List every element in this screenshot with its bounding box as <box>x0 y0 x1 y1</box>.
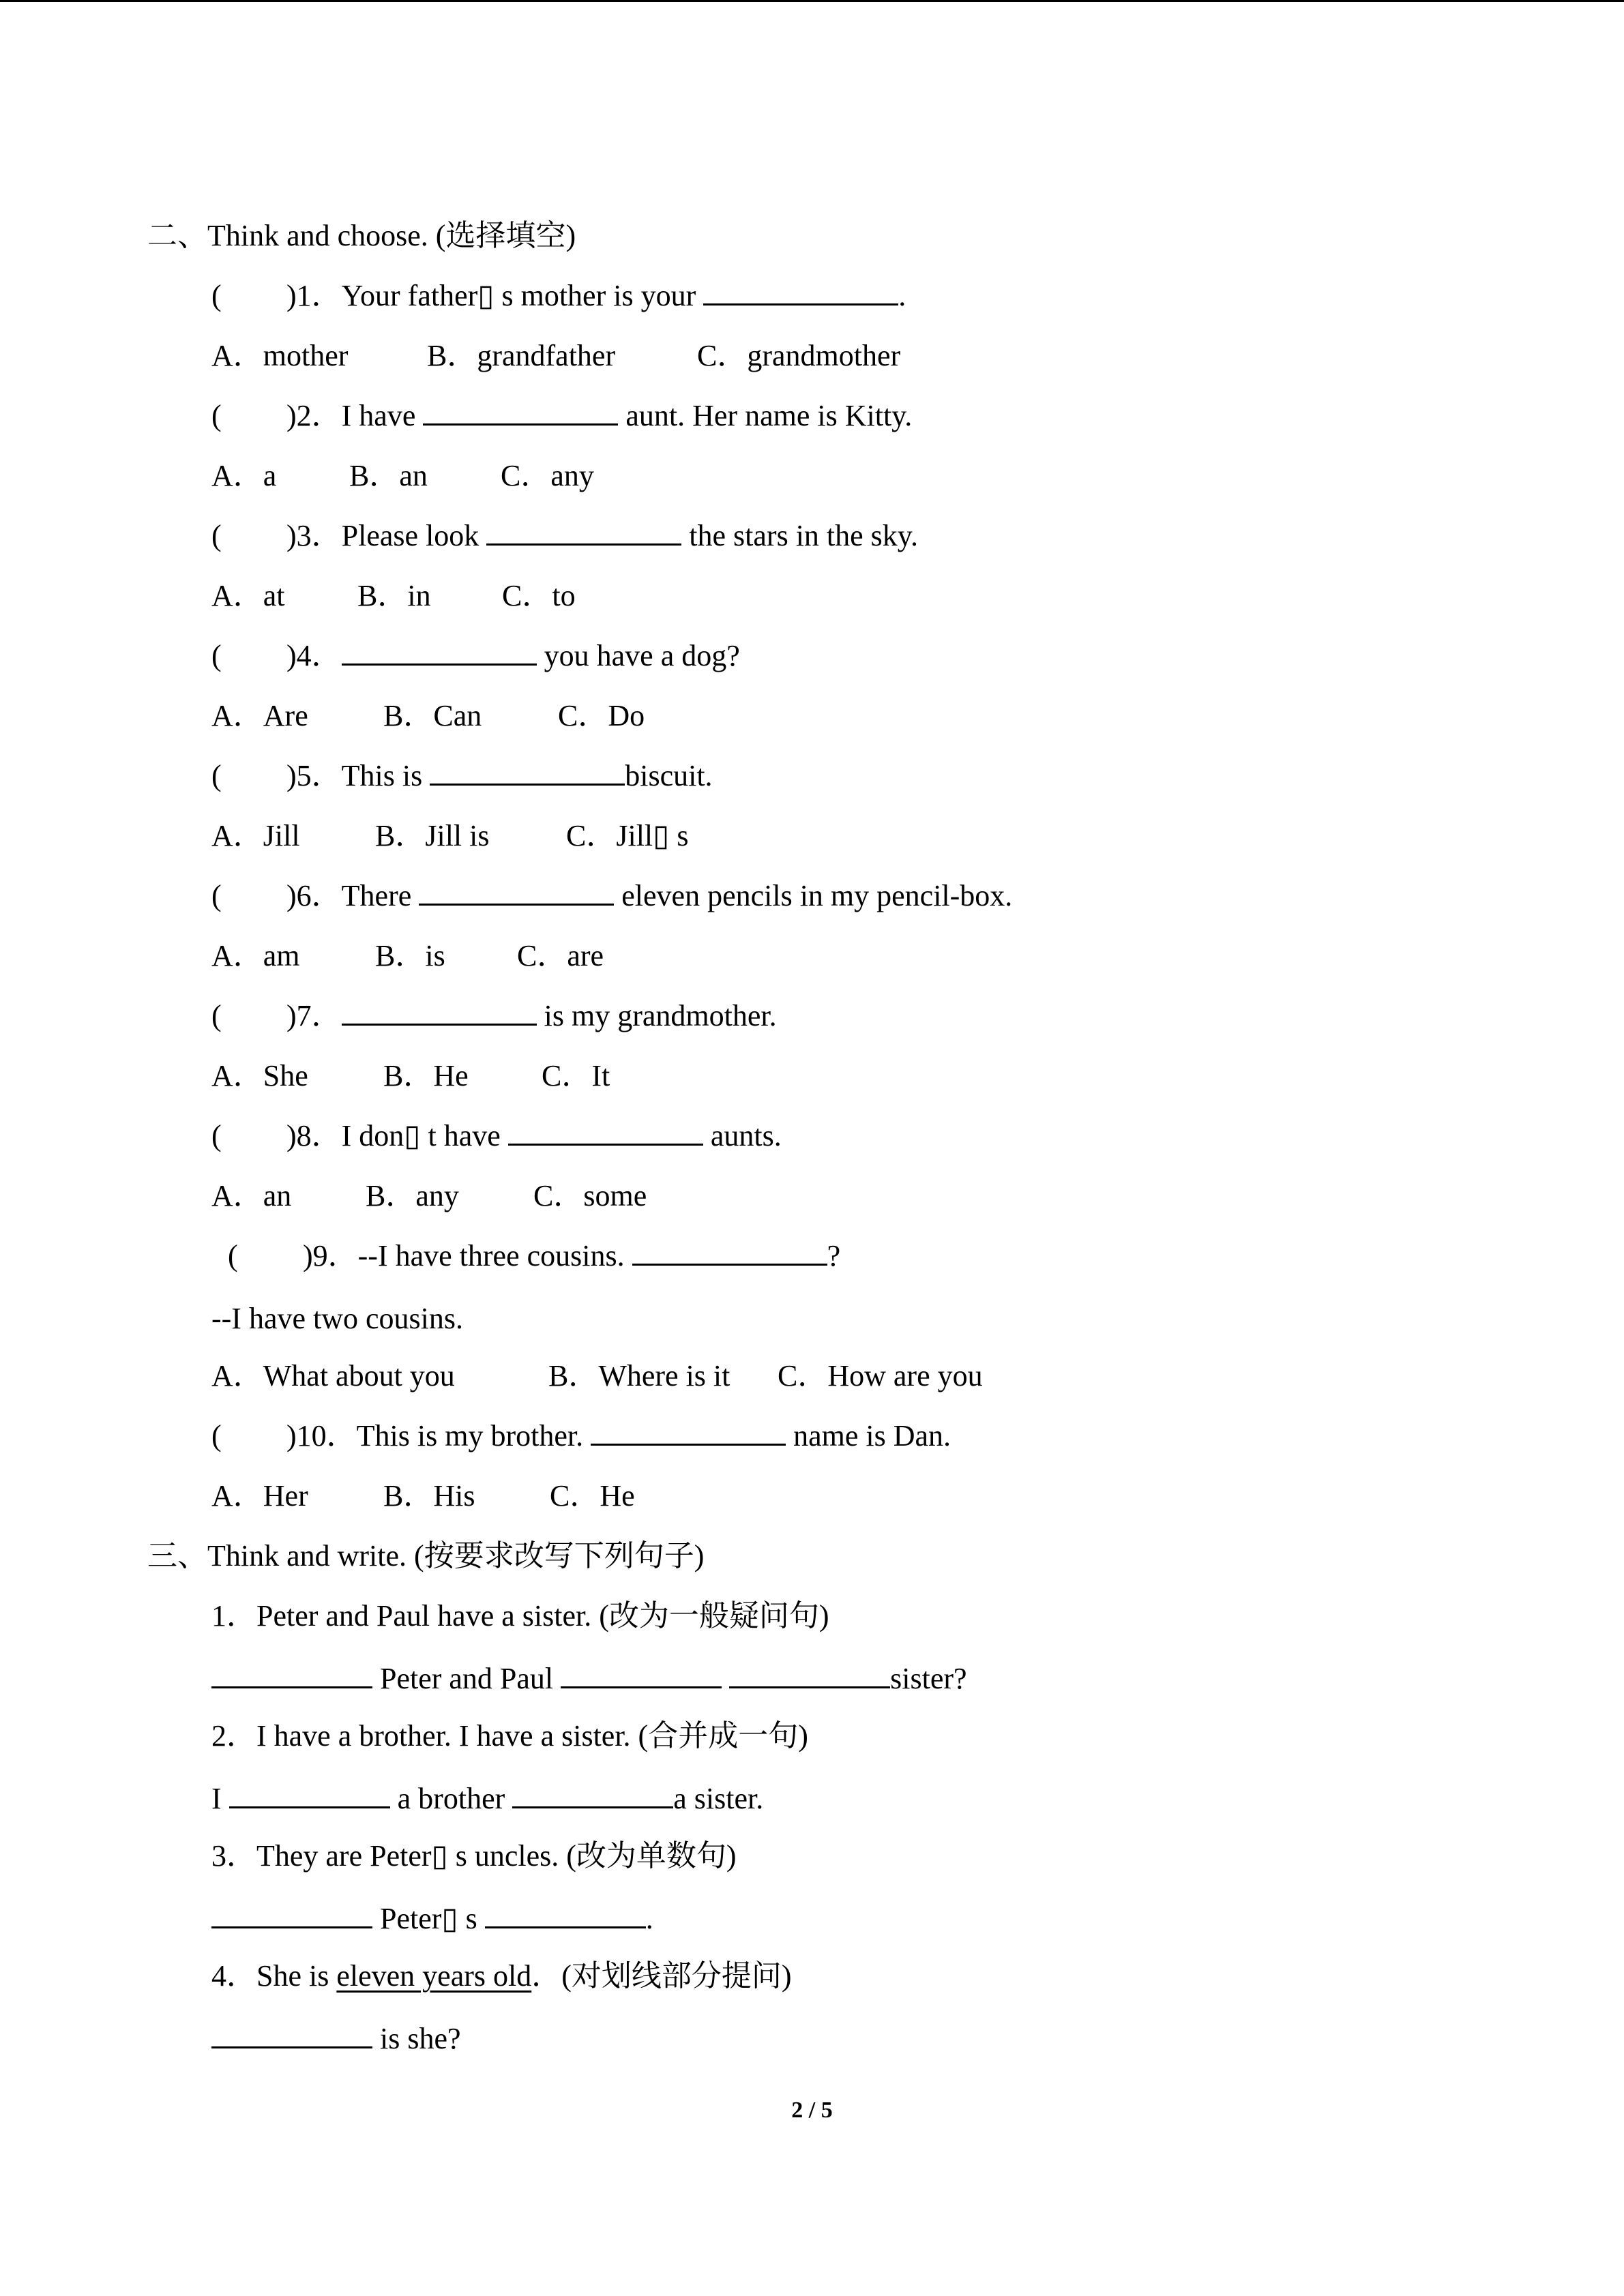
option-a[interactable]: A．at <box>211 579 285 612</box>
option-c[interactable]: C．How are you <box>778 1359 983 1392</box>
answer-blank[interactable] <box>512 1780 673 1808</box>
answer-blank[interactable] <box>229 1780 390 1808</box>
option-c[interactable]: C．Do <box>558 699 645 732</box>
rewrite-4-prompt: 4．She is eleven years old．(对划线部分提问) <box>211 1959 792 1993</box>
answer-blank[interactable] <box>211 2021 372 2048</box>
answer-parenthesis[interactable]: ( <box>211 879 222 912</box>
top-border <box>0 0 1624 2</box>
rewrite-3-answer: Peter▯ s . <box>211 1898 653 1939</box>
options-8 <box>211 1176 647 1217</box>
section-3-title: 三、Think and write. (按要求改写下列句子) <box>147 1539 705 1572</box>
option-c[interactable]: C．He <box>550 1479 635 1512</box>
rewrite-4-answer: is she? <box>211 2018 461 2059</box>
options-5 <box>211 816 688 856</box>
answer-blank[interactable] <box>211 1900 372 1928</box>
page-number: 2 / 5 <box>791 2098 833 2123</box>
option-a[interactable]: A．What about you <box>211 1359 455 1392</box>
option-c[interactable]: C．grandmother <box>697 339 901 372</box>
question-10: ( )10．This is my brother. name is Dan. <box>211 1416 951 1457</box>
option-b[interactable]: B．grandfather <box>427 339 616 372</box>
question-6: ( )6．There eleven pencils in my pencil-box. <box>211 876 1012 916</box>
options-1 <box>211 336 900 376</box>
question-9: ( )9．--I have three cousins. ? <box>228 1236 840 1277</box>
question-2: ( )2．I have aunt. Her name is Kitty. <box>211 396 912 436</box>
answer-parenthesis[interactable]: ( <box>211 999 222 1032</box>
answer-blank[interactable] <box>591 1418 786 1446</box>
option-a[interactable]: A．a <box>211 459 277 492</box>
option-b[interactable]: B．Where is it <box>548 1359 730 1392</box>
rewrite-3-prompt: 3．They are Peter▯ s uncles. (改为单数句) <box>211 1839 737 1873</box>
option-a[interactable]: A．mother <box>211 339 349 372</box>
option-b[interactable]: B．is <box>375 939 445 972</box>
answer-parenthesis[interactable]: ( <box>211 279 222 312</box>
rewrite-2-prompt: 2．I have a brother. I have a sister. (合并成一句) <box>211 1719 808 1753</box>
answer-blank[interactable] <box>703 278 898 305</box>
option-a[interactable]: A．an <box>211 1179 292 1212</box>
option-c[interactable]: C．It <box>542 1059 610 1092</box>
option-b[interactable]: B．an <box>349 459 428 492</box>
answer-blank[interactable] <box>423 398 618 426</box>
question-5: ( )5．This is biscuit. <box>211 756 713 796</box>
option-b[interactable]: B．His <box>383 1479 475 1512</box>
section-2-title: 二、Think and choose. (选择填空) <box>147 219 576 252</box>
rewrite-1-prompt: 1．Peter and Paul have a sister. (改为一般疑问句) <box>211 1599 829 1632</box>
option-b[interactable]: B．He <box>383 1059 469 1092</box>
option-c[interactable]: C．any <box>501 459 594 492</box>
options-10 <box>211 1476 635 1517</box>
options-6 <box>211 936 604 976</box>
question-8: ( )8．I don▯ t have aunts. <box>211 1116 782 1157</box>
answer-blank[interactable] <box>729 1660 890 1688</box>
option-a[interactable]: A．She <box>211 1059 308 1092</box>
options-4 <box>211 696 645 736</box>
answer-parenthesis[interactable]: ( <box>211 639 222 672</box>
option-b[interactable]: B．in <box>357 579 431 612</box>
option-b[interactable]: B．Can <box>383 699 482 732</box>
option-b[interactable]: B．Jill is <box>375 819 490 852</box>
answer-parenthesis[interactable]: ( <box>211 1119 222 1152</box>
options-2 <box>211 456 594 496</box>
option-b[interactable]: B．any <box>366 1179 459 1212</box>
answer-parenthesis[interactable]: ( <box>211 759 222 792</box>
options-7 <box>211 1056 610 1097</box>
answer-blank[interactable] <box>632 1238 827 1266</box>
question-9-dialogue: --I have two cousins. <box>211 1302 464 1335</box>
question-1: ( )1．Your father▯ s mother is your . <box>211 275 906 316</box>
options-9 <box>211 1356 983 1397</box>
option-c[interactable]: C．are <box>517 939 604 972</box>
answer-parenthesis[interactable]: ( <box>211 399 222 432</box>
rewrite-1-answer: Peter and Paul sister? <box>211 1658 967 1699</box>
question-3: ( )3．Please look the stars in the sky. <box>211 516 918 556</box>
answer-parenthesis[interactable]: ( <box>228 1239 238 1272</box>
options-3 <box>211 576 576 616</box>
option-c[interactable]: C．Jill▯ s <box>566 819 689 852</box>
option-a[interactable]: A．Her <box>211 1479 308 1512</box>
answer-blank[interactable] <box>419 878 614 906</box>
option-c[interactable]: C．to <box>502 579 576 612</box>
question-7: ( )7． is my grandmother. <box>211 996 777 1037</box>
option-a[interactable]: A．am <box>211 939 300 972</box>
answer-blank[interactable] <box>486 518 681 546</box>
answer-parenthesis[interactable]: ( <box>211 1419 222 1452</box>
question-4: ( )4． you have a dog? <box>211 636 740 676</box>
option-a[interactable]: A．Are <box>211 699 308 732</box>
underlined-phrase: eleven years old <box>336 1959 532 1993</box>
answer-blank[interactable] <box>485 1900 646 1928</box>
answer-parenthesis[interactable]: ( <box>211 519 222 552</box>
answer-blank[interactable] <box>561 1660 722 1688</box>
rewrite-2-answer: I a brother a sister. <box>211 1782 764 1815</box>
answer-blank[interactable] <box>211 1660 372 1688</box>
answer-blank[interactable] <box>508 1118 703 1146</box>
answer-blank[interactable] <box>342 638 537 666</box>
answer-blank[interactable] <box>342 998 537 1026</box>
option-c[interactable]: C．some <box>533 1179 647 1212</box>
option-a[interactable]: A．Jill <box>211 819 300 852</box>
answer-blank[interactable] <box>430 758 625 786</box>
